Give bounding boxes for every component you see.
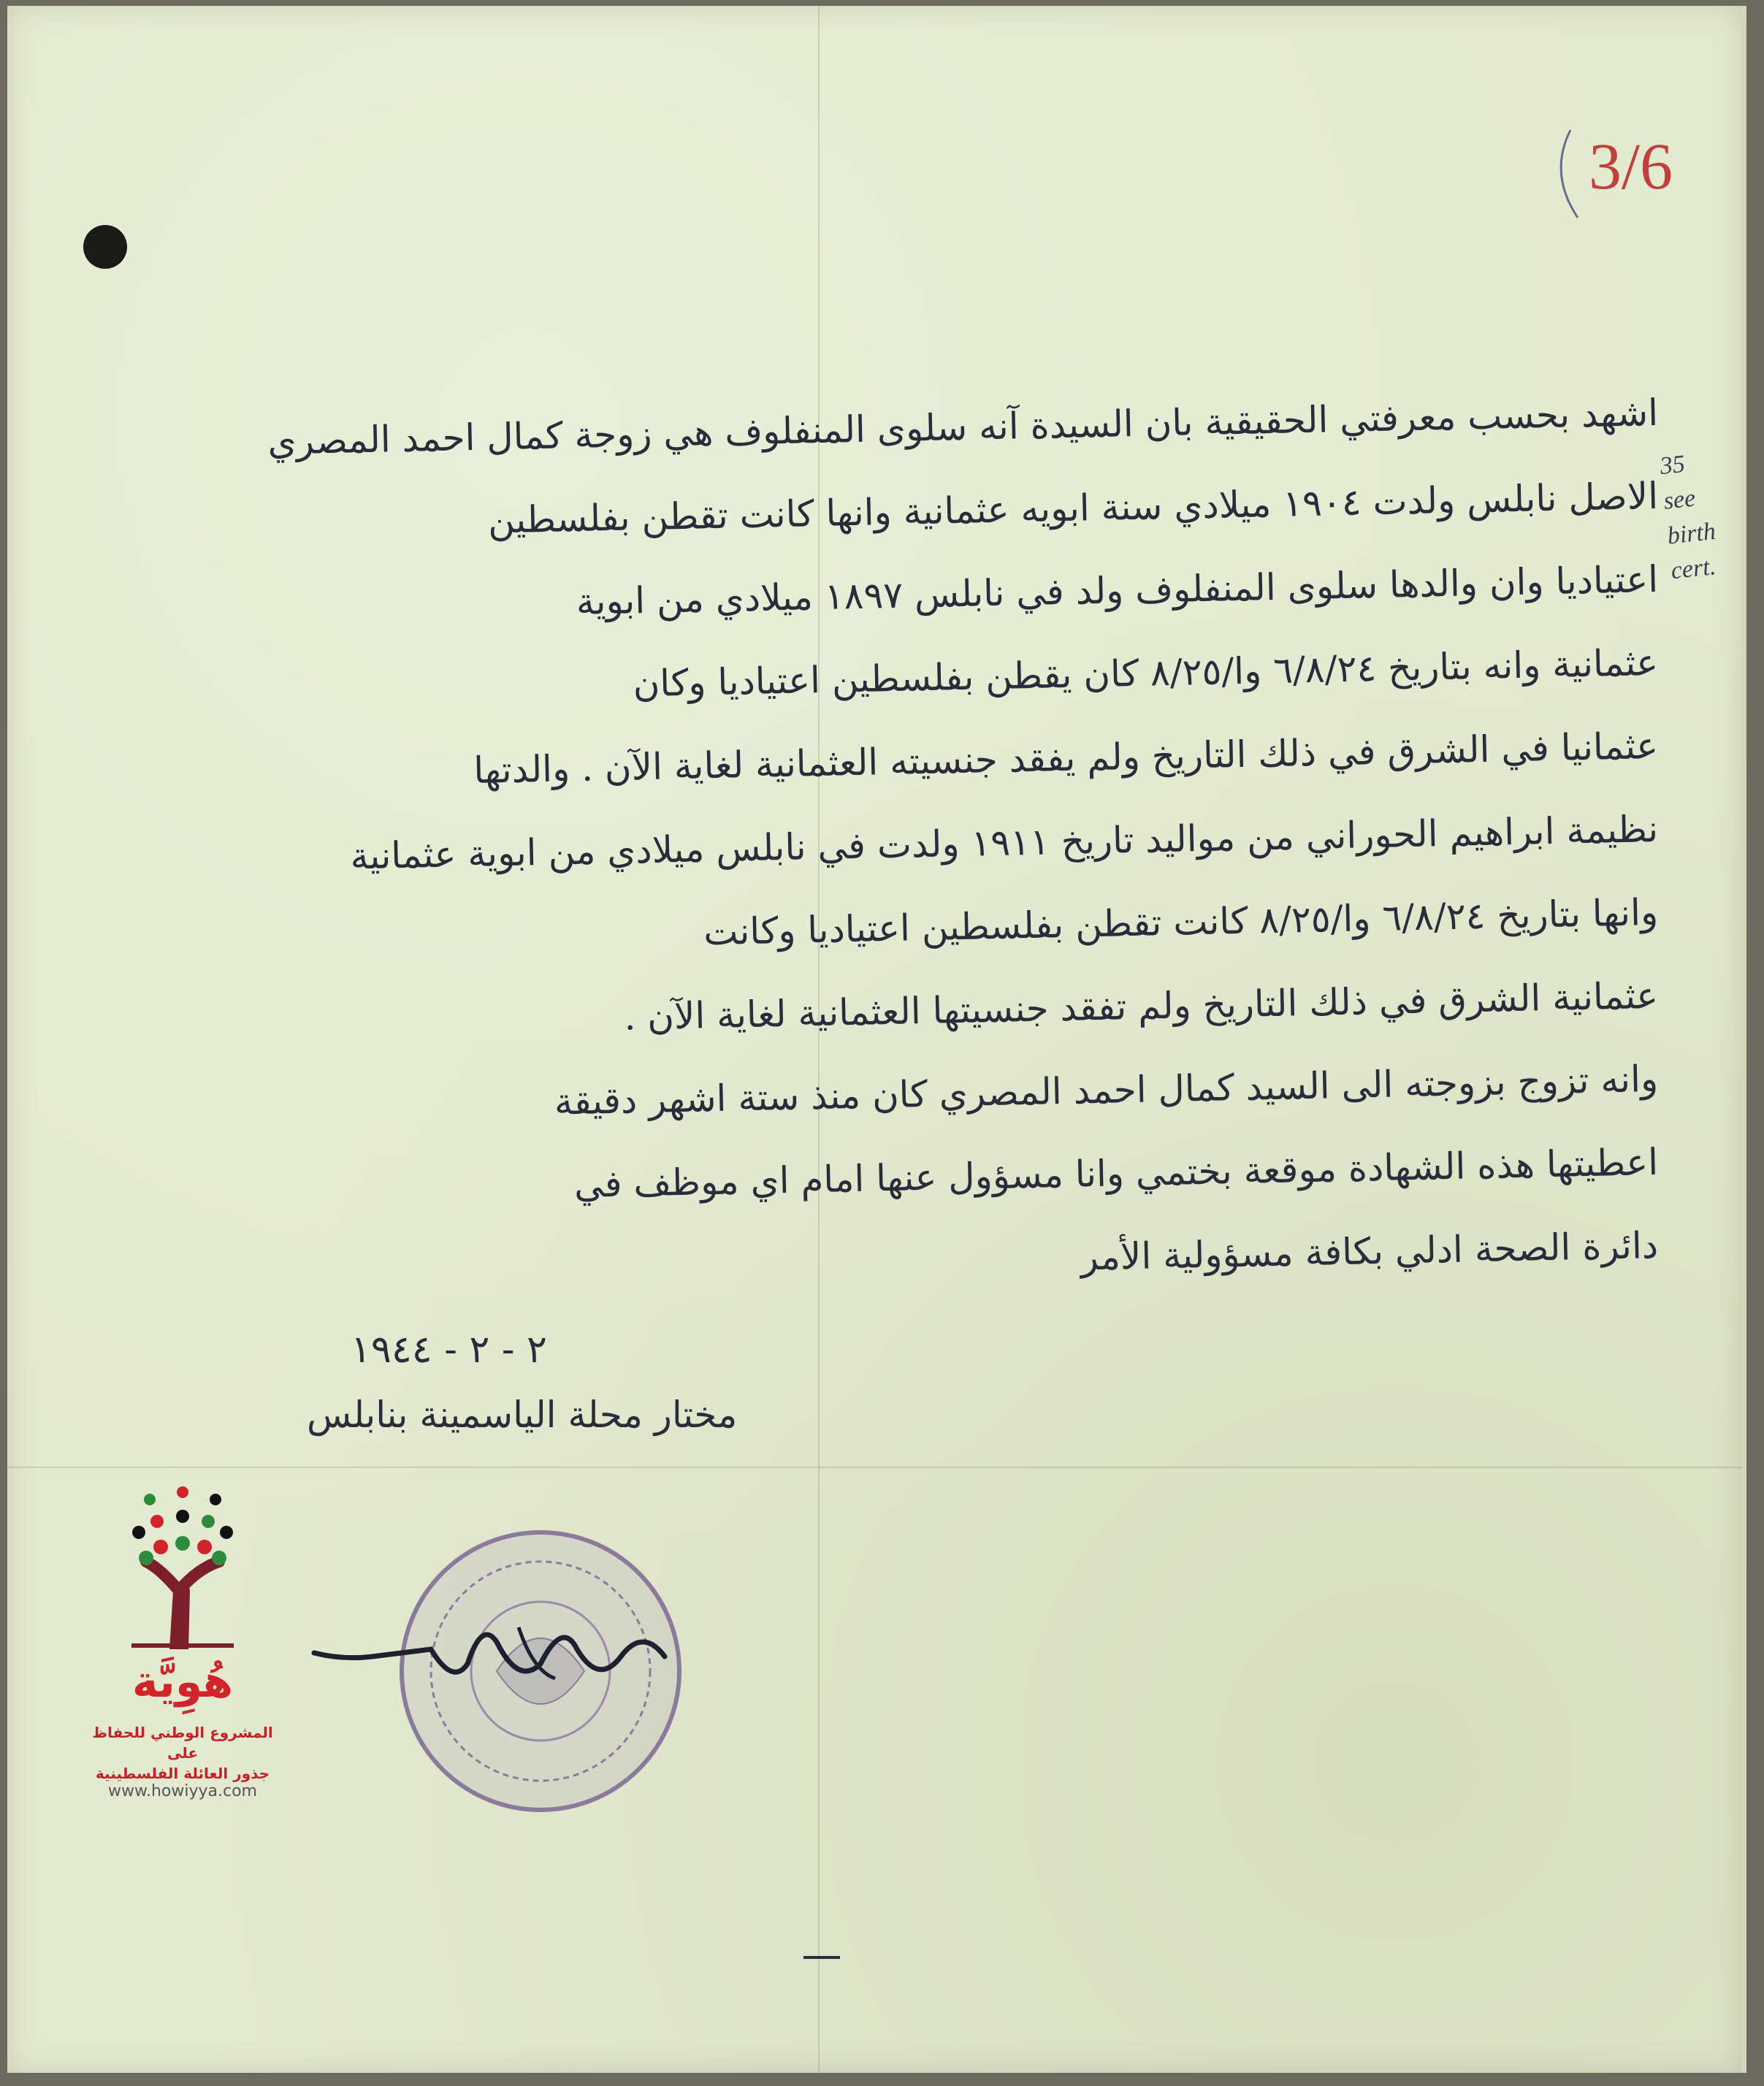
pen-mark [803,1956,840,1959]
body-line: وانها بتاريخ ٦/٨/٢٤ وا/٨/٢٥ كانت تقطن بفلسطين اعتياديا وكانت [703,891,1659,954]
body-line: عثمانية الشرق في ذلك التاريخ ولم تفقد جنسيتها العثمانية لغاية الآن . [623,974,1659,1039]
body-line: عثمانيا في الشرق في ذلك التاريخ ولم يفقد جنسيته العثمانية لغاية الآن . والدتها [473,725,1659,792]
logo-title: هُوِيَّة [131,1657,234,1708]
margin-note-line: birth [1665,517,1717,550]
document-paper [7,6,1746,2073]
body-line: نظيمة ابراهيم الحوراني من مواليد تاريخ ١٩١١ ولدت في نابلس ميلادي من ابوية عثمانية [349,808,1659,878]
margin-note-line: cert. [1669,553,1717,585]
fold-line-horizontal [7,1467,1742,1468]
reference-mark [1549,115,1673,232]
body-line: دائرة الصحة ادلي بكافة مسؤولية الأمر [1080,1224,1659,1279]
body-line: عثمانية وانه بتاريخ ٦/٨/٢٤ وا/٨/٢٥ كان يقطن بفلسطين اعتياديا وكان [632,641,1659,706]
tree-logo-icon [117,1481,248,1649]
reference-number: 3/6 [1589,131,1673,203]
margin-note-line: see [1662,484,1697,515]
body-line: اعطيتها هذه الشهادة موقعة بختمي وانا مسؤول عنها امام اي موظف في [573,1141,1659,1207]
body-line: اشهد بحسب معرفتي الحقيقية بان السيدة آنه سلوى المنفلوف هي زوجة كمال احمد المصري [267,391,1659,463]
logo-subtitle-line: جذور العائلة الفلسطينية [95,1765,270,1782]
certificate-body [95,371,1658,1287]
body-line: وانه تزوج بزوجته الى السيد كمال احمد المصري كان منذ ستة اشهر دقيقة [554,1058,1659,1123]
punch-hole-icon [83,225,127,269]
logo-url: www.howiyya.com [108,1782,257,1800]
logo-subtitle-line: المشروع الوطني للحفاظ على [92,1724,273,1762]
signature-icon [299,1598,679,1700]
body-line: الاصل نابلس ولدت ١٩٠٤ ميلادي سنة ابويه عثمانية وانها كانت تقطن بفلسطين [487,475,1659,542]
margin-note-line: 35 [1658,450,1687,481]
howiyya-logo [88,1481,278,1825]
logo-subtitle [88,1722,278,1784]
signer-title: مختار محلة الياسمينة بنابلس [307,1394,738,1436]
body-line: اعتياديا وان والدها سلوى المنفلوف ولد في نابلس ١٨٩٧ ميلادي من ابوية [576,558,1659,624]
margin-note [1658,440,1764,589]
document-date: ٢ - ٢ - ١٩٤٤ [351,1328,547,1372]
